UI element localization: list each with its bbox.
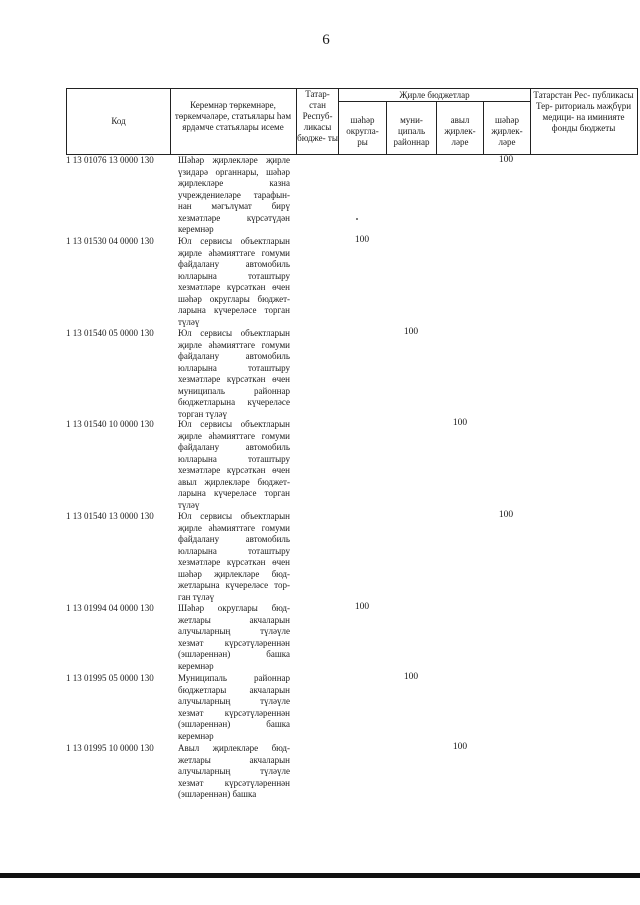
header-city-districts: шәһәр округла- ры — [346, 115, 379, 147]
header-code: Код — [111, 116, 126, 126]
row-code: 1 13 01076 13 0000 130 — [66, 155, 154, 165]
row-name: Юл сервисы объектларын җирле әһәмияттәге гомуми файдалану автомобиль юлларына тоташтыру хезмәтләре күрсәткән өчен шәһәр җирлекләре бюд- жетларына күчереләсе тор- ган түләү — [178, 511, 290, 602]
row-code: 1 13 01540 05 0000 130 — [66, 328, 154, 338]
row-value: 100 — [452, 418, 468, 428]
row-value: 100 — [354, 602, 370, 612]
header-rural-settlements: авыл җирлек- ләре — [444, 115, 476, 147]
scan-speck — [356, 218, 358, 220]
row-code: 1 13 01540 10 0000 130 — [66, 419, 154, 429]
scan-edge-bar — [0, 873, 640, 878]
header-name: Керемнәр төркемнәре, төркемчәләре, статьялары һәм ярдәмче статьялары исеме — [174, 100, 292, 132]
header-republic-budget: Татар- стан Респуб- ликасы бюдже- ты — [297, 89, 338, 143]
header-urban-settlements: шәһәр җирлек- ләре — [491, 115, 523, 147]
row-name: Юл сервисы объектларын җирле әһәмияттәге гомуми файдалану автомобиль юлларына тоташтыру хезмәтләре күрсәткән өчен авыл җирлекләре бюджет- ларына күчереләсе торган түләү — [178, 419, 290, 510]
row-name: Юл сервисы объектларын җирле әһәмияттәге гомуми файдалану автомобиль юлларына тоташтыру хезмәтләре күрсәткән өчен шәһәр округлары бюджет- ларына күчереләсе торган түләү — [178, 236, 290, 327]
row-value: 100 — [403, 327, 419, 337]
row-code: 1 13 01995 10 0000 130 — [66, 743, 154, 753]
page-number: 6 — [322, 32, 330, 48]
row-name: Шәһәр җирлекләре җирле үзидарә органнары, шәһәр җирлекләре казна учреждениеләре тарафын- нан мәгълүмат бирү хезмәтләре күрсәтүдән керемнәр — [178, 155, 290, 234]
row-code: 1 13 01995 05 0000 130 — [66, 673, 154, 683]
row-code: 1 13 01994 04 0000 130 — [66, 603, 154, 613]
row-name: Шәһәр округлары бюд- жетлары акчаларын алучыларның түләүле хезмәт күрсәтүләреннән (эшләреннән) башка керемнәр — [178, 603, 290, 671]
row-value: 100 — [498, 510, 514, 520]
row-code: 1 13 01530 04 0000 130 — [66, 236, 154, 246]
row-value: 100 — [354, 235, 370, 245]
row-value: 100 — [498, 155, 514, 165]
row-code: 1 13 01540 13 0000 130 — [66, 511, 154, 521]
header-municipal-districts: муни- ципаль районнар — [393, 115, 430, 147]
row-name: Муниципаль районнар бюджетлары акчаларын алучыларның түләүле хезмәт күрсәтүләреннән (эшләреннән) башка керемнәр — [178, 673, 290, 741]
header-medical-fund: Татарстан Рес- публикасы Тер- риториаль мәҗбүри медици- на иминияте фонды бюджеты — [533, 90, 634, 133]
header-local-budgets: Җирле бюджетлар — [399, 90, 470, 100]
row-value: 100 — [403, 672, 419, 682]
row-name: Юл сервисы объектларын җирле әһәмияттәге гомуми файдалану автомобиль юлларына тоташтыру хезмәтләре күрсәткән өчен муниципаль районнар бюджетларына күчереләсе торган түләү — [178, 328, 290, 419]
row-value: 100 — [452, 742, 468, 752]
row-name: Авыл җирлекләре бюд- жетлары акчаларын алучыларның түләүле хезмәт күрсәтүләреннән (эшләреннән) башка — [178, 743, 290, 799]
